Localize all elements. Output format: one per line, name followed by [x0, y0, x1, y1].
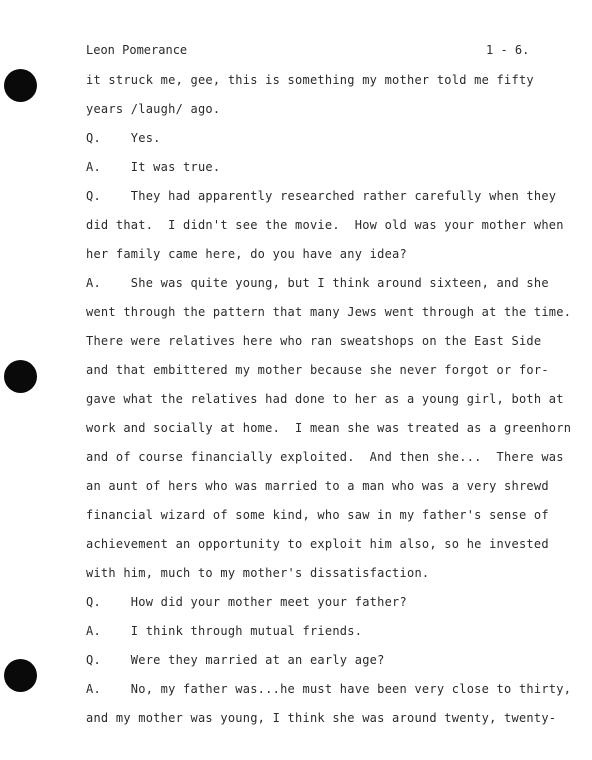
text-line: and that embittered my mother because she never forgot or for- [86, 363, 549, 377]
text-line: Q. They had apparently researched rather carefully when they [86, 189, 557, 203]
text-line: and my mother was young, I think she was around twenty, twenty- [86, 711, 557, 725]
text-line: A. It was true. [86, 160, 221, 174]
text-line: A. I think through mutual friends. [86, 624, 363, 638]
binder-hole [4, 659, 37, 692]
text-line: financial wizard of some kind, who saw in my father's sense of [86, 508, 549, 522]
text-line: A. She was quite young, but I think around sixteen, and she [86, 276, 549, 290]
text-line: Q. Yes. [86, 131, 161, 145]
text-line: achievement an opportunity to exploit him also, so he invested [86, 537, 549, 551]
binder-hole [4, 69, 37, 102]
text-line: went through the pattern that many Jews went through at the time. [86, 305, 572, 319]
text-line: an aunt of hers who was married to a man who was a very shrewd [86, 479, 549, 493]
header-name: Leon Pomerance [86, 43, 188, 57]
text-line: work and socially at home. I mean she was treated as a greenhorn [86, 421, 572, 435]
text-line: and of course financially exploited. And then she... There was [86, 450, 564, 464]
binder-hole [4, 360, 37, 393]
text-line: it struck me, gee, this is something my mother told me fifty [86, 73, 534, 87]
text-line: gave what the relatives had done to her as a young girl, both at [86, 392, 564, 406]
text-line: Q. How did your mother meet your father? [86, 595, 407, 609]
text-line: years /laugh/ ago. [86, 102, 221, 116]
page-number: 1 - 6. [486, 43, 530, 57]
text-line: There were relatives here who ran sweatshops on the East Side [86, 334, 542, 348]
text-line: Q. Were they married at an early age? [86, 653, 385, 667]
text-line: did that. I didn't see the movie. How old was your mother when [86, 218, 564, 232]
text-line: her family came here, do you have any idea? [86, 247, 407, 261]
text-line: A. No, my father was...he must have been very close to thirty, [86, 682, 572, 696]
text-line: with him, much to my mother's dissatisfaction. [86, 566, 430, 580]
